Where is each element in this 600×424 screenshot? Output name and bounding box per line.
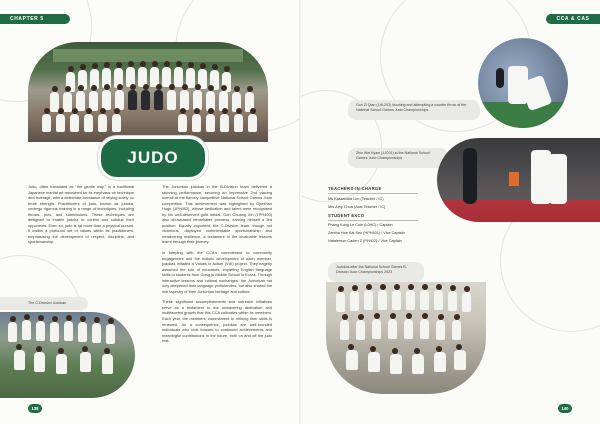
via-paragraph: In keeping with the CCA's commitment to community engagement and the holistic development of each member, judokas initiated a Values in Action (VIA) project. They eagerly assumed the role of educators, imparting English language skills to students from Gong-ju Middle School in Korea. Through interactive lessons and cultural exchanges, the Juniorkan not only deepened their language proficiencies, but also shared the rich tapestry of their Juniorkan heritage and culture. xyxy=(162,250,273,294)
exco-member: Natalerson Caden Z (PH402) / Vice Captain xyxy=(328,239,402,244)
page-gutter xyxy=(299,0,301,424)
conclusion-paragraph: These significant accomplishments and outreach initiatives serve as a testament to the unwavering dedication and multifaceted growth that this CCA cultivates within its members. Each year, the members' commitment to refining their skills is renewed. As a consequence, judokas are well-rounded individuals who look forward to continued achievements and meaningful contributions in the future, both on and off the judo mat. xyxy=(162,299,272,344)
team-group-photo xyxy=(28,42,268,142)
teachers-heading: TEACHERS-IN-CHARGE xyxy=(328,186,382,191)
exco-member: Zentha Hoe Kai Seo (HPH401) / Vice Captain xyxy=(328,231,405,236)
judo-competition-photo xyxy=(437,138,600,222)
page-title: JUDO xyxy=(98,136,208,180)
teacher-name: Ms Kassandra Lim (Teacher / IC) xyxy=(328,196,384,201)
page-number: 140 xyxy=(558,404,572,413)
exco-heading: STUDENT EXCO xyxy=(328,212,365,218)
exco-member: Phang Kong Le Cole (L0HC) / Captain xyxy=(328,223,393,228)
achievements-paragraph: The Juniorkan judokas in the B-Division team delivered a stunning performance, securing an impressive 2nd placing overall at the fiercely competitive National School Games Judo competition. This achievement was highlighted by Djunthan Hugo (1PH402), whose dedication and talent were recognised by his well-deserved gold medal. Goh Chuang Xin (1PH403) also showcased remarkable prowess, earning himself a 3rd position. Equally important, the C-Division team, though not victorious, displayed commendable sportsmanship and unwavering resilience, a testament to the invaluable lessons learnt through their journey. xyxy=(162,184,272,245)
chapter-label: CHAPTER 5 xyxy=(0,14,70,24)
caption-zhin-wei: Zhin Wei Kyaw (1JC01) at the National School Games Judo Championships xyxy=(348,148,448,168)
teachers-and-exco xyxy=(328,186,418,247)
judo-match-circle-photo xyxy=(478,38,568,128)
body-column-2 xyxy=(162,184,272,344)
caption-counter-throw: Goh Zi Qian (1HL203) blocking and attempting a counter throw at the National School Games Judo Championships xyxy=(348,100,480,120)
c-division-group-photo xyxy=(0,312,135,398)
page-number: 138 xyxy=(28,404,42,413)
teacher-name: Mrs Amy Chua (Asst Teacher / IC) xyxy=(328,204,386,209)
b-division-team-photo xyxy=(326,282,486,394)
section-label: CCA & CAS xyxy=(546,14,600,24)
caption-team-photo: Judokas after the National School Games B-Division Judo Championships 2023 xyxy=(328,262,424,282)
photo-banner xyxy=(53,49,243,62)
intro-paragraph: Judo, often translated as "the gentle way," is a traditional Japanese martial art renowned for its emphasis on technique and leverage, with a deliberate avoidance of relying solely on brute strength. Practitioners of judo, known as judoka, undergo rigorous training in a range of techniques, including throws, pins, and submissions. These techniques are designed to enable judoka to control and subdue their opponents. Even so, judo is far more than a physical pursuit. It instills a profound set of values within its practitioners, emphasising the development of respect, discipline, and sportsmanship. xyxy=(28,184,134,245)
caption-c-division: The C-Division Judokas xyxy=(0,297,88,310)
